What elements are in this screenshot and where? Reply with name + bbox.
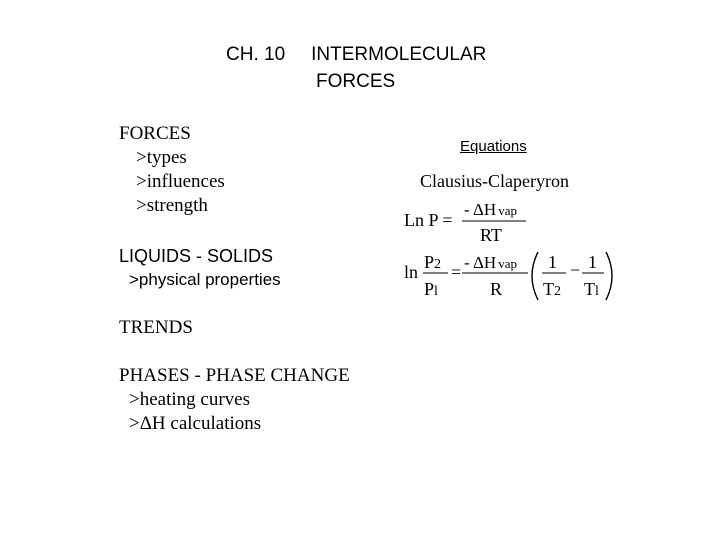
outline-section-trends (119, 316, 193, 340)
outline-item: >heating curves (129, 389, 250, 410)
outline-section-phases (119, 364, 350, 436)
title-topic-line2: FORCES (316, 71, 396, 92)
eq2-p1: Pl (424, 279, 438, 299)
outline-section-liquids-solids (119, 244, 281, 292)
title-topic-line1: INTERMOLECULAR (311, 44, 487, 65)
section-heading: TRENDS (119, 317, 193, 338)
equation-name: Clausius-Claperyron (420, 171, 569, 191)
eq2-denominator: R (490, 279, 503, 299)
eq2-t2: T2 (543, 279, 561, 299)
equation-2 (404, 252, 612, 300)
eq2-ln: ln (404, 262, 419, 282)
eq2-t1: Tl (584, 279, 599, 299)
outline-section-forces (119, 122, 225, 218)
chapter-label: CH. 10 (226, 44, 286, 65)
outline-item: >physical properties (129, 270, 281, 289)
right-parenthesis (606, 252, 612, 300)
equations-heading: Equations (460, 138, 527, 155)
section-heading: PHASES - PHASE CHANGE (119, 365, 350, 386)
eq2-p2: P2 (424, 252, 442, 272)
eq2-minus: − (570, 260, 581, 280)
eq2-one-b: 1 (588, 252, 597, 272)
eq1-numerator: - ΔH vap (464, 200, 517, 219)
outline-item: >ΔH calculations (129, 413, 262, 434)
equation-1 (404, 200, 526, 245)
left-parenthesis (532, 252, 538, 300)
section-heading: LIQUIDS - SOLIDS (119, 246, 274, 266)
outline-item: >types (136, 147, 187, 168)
slide-title (226, 44, 486, 66)
eq2-numerator: - ΔH vap (464, 253, 517, 272)
section-heading: FORCES (119, 123, 191, 144)
eq1-denominator: RT (480, 225, 502, 245)
outline-item: >strength (136, 195, 208, 216)
clausius-clapeyron-equations (398, 196, 622, 308)
outline-item: >influences (136, 171, 225, 192)
eq1-lhs: Ln P = (404, 210, 453, 230)
eq2-one-a: 1 (548, 252, 557, 272)
eq2-equals: = (451, 262, 462, 282)
